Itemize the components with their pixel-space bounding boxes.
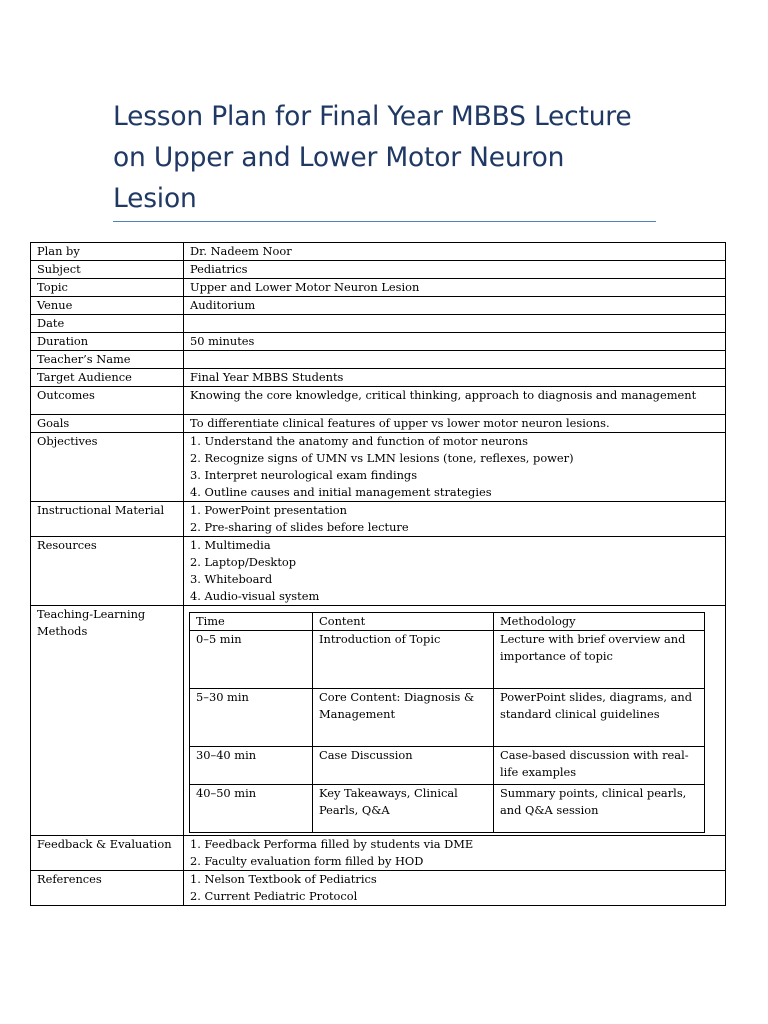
schedule-time: 30–40 min <box>190 747 313 785</box>
row-label-line: Teaching-Learning <box>37 607 146 621</box>
row-audience <box>31 369 726 387</box>
row-value <box>184 871 726 906</box>
list-item: 1. Understand the anatomy and function of motor neurons <box>190 434 528 448</box>
schedule-content: Core Content: Diagnosis & Management <box>313 689 494 747</box>
row-teacher <box>31 351 726 369</box>
row-duration <box>31 333 726 351</box>
row-value: 50 minutes <box>184 333 726 351</box>
schedule-header-row <box>190 613 705 631</box>
row-label <box>31 606 184 836</box>
row-references <box>31 871 726 906</box>
row-label: Subject <box>31 261 184 279</box>
schedule-time: 0–5 min <box>190 631 313 689</box>
row-date <box>31 315 726 333</box>
list-item: 4. Outline causes and initial management strategies <box>190 485 492 499</box>
row-value <box>184 351 726 369</box>
page-title <box>113 96 673 219</box>
row-value: Pediatrics <box>184 261 726 279</box>
row-resources <box>31 537 726 606</box>
row-label: Venue <box>31 297 184 315</box>
list-item: 3. Whiteboard <box>190 572 273 586</box>
title-line-3: Lesion <box>113 183 197 214</box>
lesson-plan-table <box>30 242 726 906</box>
list-item: 2. Current Pediatric Protocol <box>190 889 358 903</box>
schedule-table <box>189 612 705 833</box>
row-value <box>184 502 726 537</box>
schedule-row <box>190 747 705 785</box>
row-goals <box>31 415 726 433</box>
schedule-methodology: Case-based discussion with real-life examples <box>494 747 705 785</box>
schedule-time: 5–30 min <box>190 689 313 747</box>
list-item: 4. Audio-visual system <box>190 589 320 603</box>
list-item: 1. PowerPoint presentation <box>190 503 347 517</box>
row-label: Resources <box>31 537 184 606</box>
row-value <box>184 836 726 871</box>
row-topic <box>31 279 726 297</box>
schedule-row <box>190 631 705 689</box>
row-label: Objectives <box>31 433 184 502</box>
row-value: Auditorium <box>184 297 726 315</box>
row-value <box>184 537 726 606</box>
schedule-content: Introduction of Topic <box>313 631 494 689</box>
row-value: Knowing the core knowledge, critical thinking, approach to diagnosis and management <box>184 387 726 415</box>
row-label: Feedback & Evaluation <box>31 836 184 871</box>
row-label: Instructional Material <box>31 502 184 537</box>
row-label: Outcomes <box>31 387 184 415</box>
row-instructional-material <box>31 502 726 537</box>
schedule-row <box>190 689 705 747</box>
schedule-header-time: Time <box>190 613 313 631</box>
row-label: References <box>31 871 184 906</box>
schedule-time: 40–50 min <box>190 785 313 833</box>
schedule-row <box>190 785 705 833</box>
row-teaching-methods <box>31 606 726 836</box>
list-item: 3. Interpret neurological exam findings <box>190 468 418 482</box>
list-item: 2. Recognize signs of UMN vs LMN lesions (tone, reflexes, power) <box>190 451 574 465</box>
list-item: 1. Multimedia <box>190 538 271 552</box>
schedule-content: Key Takeaways, Clinical Pearls, Q&A <box>313 785 494 833</box>
row-value: Upper and Lower Motor Neuron Lesion <box>184 279 726 297</box>
schedule-header-methodology: Methodology <box>494 613 705 631</box>
row-label: Duration <box>31 333 184 351</box>
row-subject <box>31 261 726 279</box>
list-item: 1. Nelson Textbook of Pediatrics <box>190 872 377 886</box>
schedule-methodology: Lecture with brief overview and importance of topic <box>494 631 705 689</box>
list-item: 1. Feedback Performa filled by students via DME <box>190 837 474 851</box>
row-value <box>184 315 726 333</box>
row-label: Teacher’s Name <box>31 351 184 369</box>
list-item: 2. Pre-sharing of slides before lecture <box>190 520 409 534</box>
row-feedback <box>31 836 726 871</box>
row-value: Final Year MBBS Students <box>184 369 726 387</box>
row-outcomes <box>31 387 726 415</box>
row-label: Plan by <box>31 243 184 261</box>
title-line-2: on Upper and Lower Motor Neuron <box>113 142 565 173</box>
row-label: Topic <box>31 279 184 297</box>
list-item: 2. Laptop/Desktop <box>190 555 297 569</box>
row-label: Goals <box>31 415 184 433</box>
row-label: Date <box>31 315 184 333</box>
schedule-methodology: PowerPoint slides, diagrams, and standard clinical guidelines <box>494 689 705 747</box>
row-value <box>184 606 726 836</box>
row-venue <box>31 297 726 315</box>
schedule-content: Case Discussion <box>313 747 494 785</box>
title-line-1: Lesson Plan for Final Year MBBS Lecture <box>113 101 632 132</box>
title-divider <box>113 221 656 222</box>
row-plan-by <box>31 243 726 261</box>
row-value <box>184 433 726 502</box>
row-label: Target Audience <box>31 369 184 387</box>
row-label-line: Methods <box>37 624 88 638</box>
row-value: To differentiate clinical features of upper vs lower motor neuron lesions. <box>184 415 726 433</box>
schedule-header-content: Content <box>313 613 494 631</box>
row-objectives <box>31 433 726 502</box>
schedule-methodology: Summary points, clinical pearls, and Q&A session <box>494 785 705 833</box>
list-item: 2. Faculty evaluation form filled by HOD <box>190 854 424 868</box>
row-value: Dr. Nadeem Noor <box>184 243 726 261</box>
